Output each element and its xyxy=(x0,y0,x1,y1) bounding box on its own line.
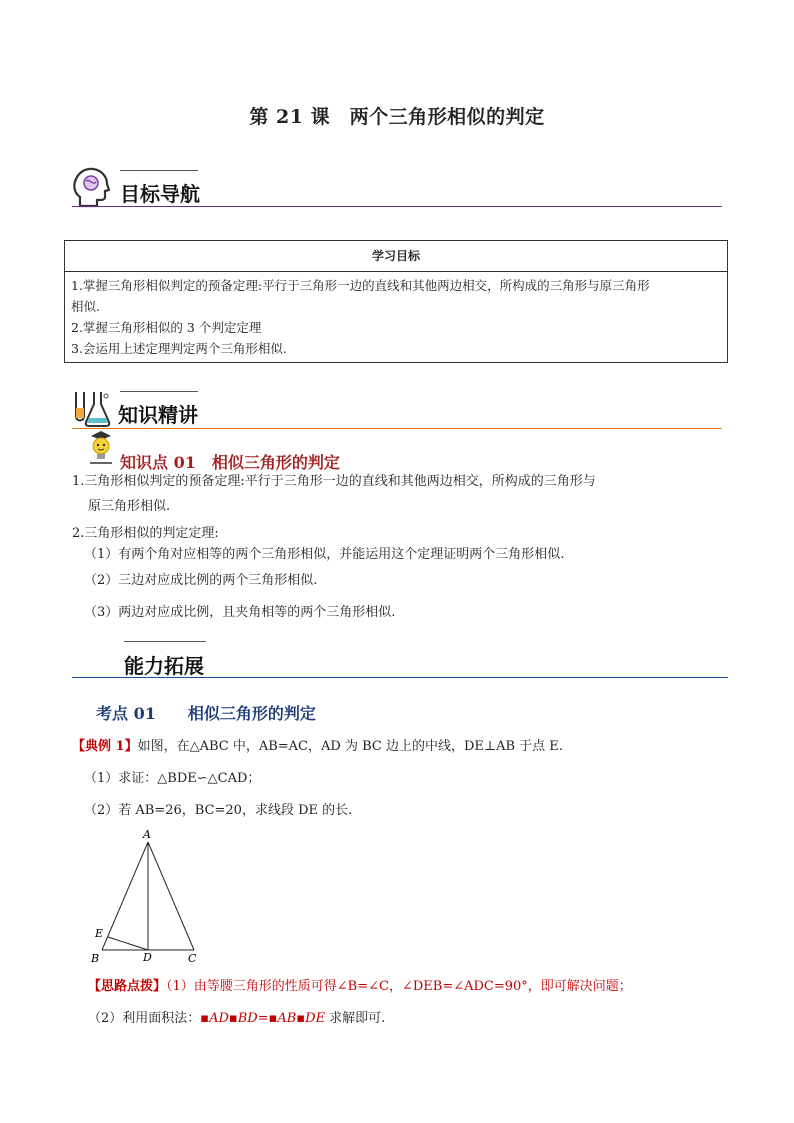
goal-item: 3.会运用上述定理判定两个三角形相似. xyxy=(71,341,287,356)
label-c: C xyxy=(188,952,197,965)
triangle-figure xyxy=(88,826,208,968)
section-heading-knowledge: 知识精讲 xyxy=(118,403,198,427)
hint-text-2a: （2）利用面积法： xyxy=(88,1011,201,1026)
section-heading-ability: 能力拓展 xyxy=(124,654,204,678)
section-rule-blue xyxy=(72,677,728,678)
knowledge-sub-2: （2）三边对应成比例的两个三角形相似. xyxy=(84,573,318,588)
example-question-1: （1）求证：△BDE∽△CAD； xyxy=(84,771,261,786)
knowledge-item-1: 1.三角形相似判定的预备定理:平行于三角形一边的直线和其他两边相交，所构成的三角形与 xyxy=(72,474,596,489)
brain-head-icon xyxy=(72,166,110,208)
lightbulb-icon xyxy=(88,430,114,466)
flask-icon xyxy=(70,388,112,428)
hint-tag: 【思路点拨】 xyxy=(88,979,167,994)
label-b: B xyxy=(91,952,100,965)
section-heading-goals: 目标导航 xyxy=(120,182,200,206)
segment-ab xyxy=(102,842,148,950)
goal-item: 相似. xyxy=(71,299,100,314)
goals-table-body xyxy=(65,272,727,362)
section-deco-line xyxy=(124,641,206,642)
exam-point-title: 考点 01 相似三角形的判定 xyxy=(96,704,316,723)
example-question-2: （2）若 AB=26，BC=20，求线段 DE 的长. xyxy=(84,803,353,818)
segment-ac xyxy=(148,842,194,950)
knowledge-item-2: 2.三角形相似的判定定理: xyxy=(72,526,219,541)
knowledge-point-title: 知识点 01 相似三角形的判定 xyxy=(120,453,340,472)
example-tag: 【典例 1】 xyxy=(72,739,138,754)
example-text: 如图，在△ABC 中，AB=AC，AD 为 BC 边上的中线，DE⊥AB 于点 E. xyxy=(137,739,563,754)
hint-text-1: （1）由等腰三角形的性质可得∠B=∠C，∠DEB=∠ADC=90°，即可解决问题； xyxy=(166,979,632,994)
label-e: E xyxy=(95,927,104,940)
hint-line-1 xyxy=(88,977,632,997)
goals-table-header: 学习目标 xyxy=(65,241,727,272)
goal-item: 2.掌握三角形相似的 3 个判定定理 xyxy=(71,320,262,335)
hint-line-2 xyxy=(88,1009,385,1029)
knowledge-item-1-cont: 原三角形相似. xyxy=(88,499,171,514)
goal-item: 1.掌握三角形相似判定的预备定理:平行于三角形一边的直线和其他两边相交，所构成的三角形与原三角形 xyxy=(71,278,650,293)
hint-formula: ▪AD▪BD=▪AB▪DE xyxy=(200,1011,326,1026)
hint-text-2c: 求解即可. xyxy=(329,1011,386,1026)
example-line xyxy=(72,737,563,757)
section-rule-orange xyxy=(72,428,722,429)
knowledge-sub-1: （1）有两个角对应相等的两个三角形相似，并能运用这个定理证明两个三角形相似. xyxy=(84,547,565,562)
section-deco-line xyxy=(120,170,198,171)
page-title: 第 21 课 两个三角形相似的判定 xyxy=(249,106,545,128)
segment-de xyxy=(108,937,148,950)
label-d: D xyxy=(143,951,152,964)
section-rule-purple xyxy=(72,206,722,207)
knowledge-sub-3: （3）两边对应成比例，且夹角相等的两个三角形相似. xyxy=(84,605,396,620)
goals-table xyxy=(64,240,728,363)
label-a: A xyxy=(143,828,151,841)
section-deco-line xyxy=(120,391,198,392)
